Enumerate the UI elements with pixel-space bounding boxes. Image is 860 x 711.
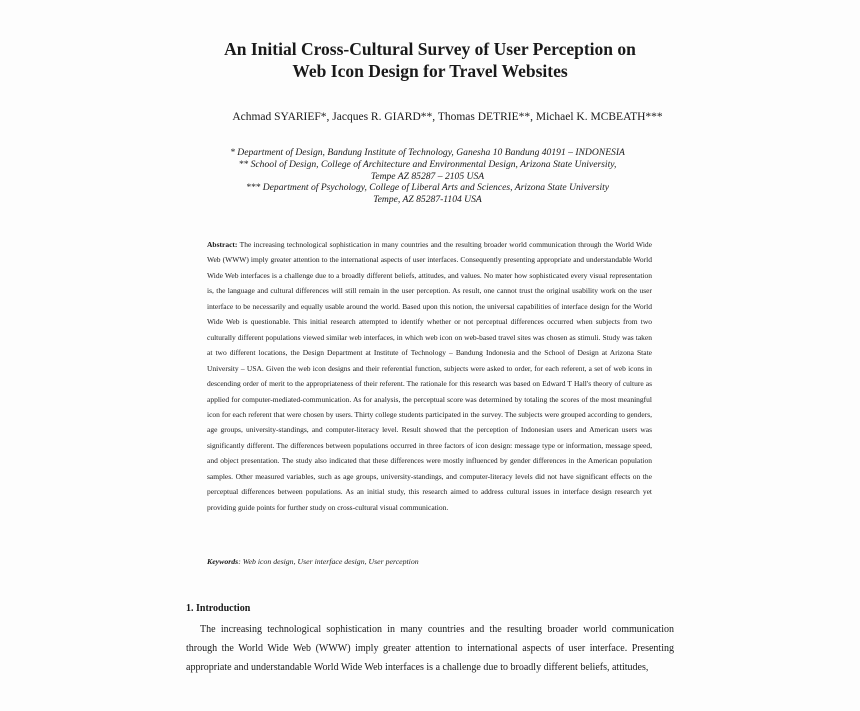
affiliation-line: Tempe, AZ 85287-1104 USA bbox=[373, 194, 482, 206]
introduction-paragraph: The increasing technological sophistication in many countries and the resulting broader world communication through the World Wide Web (WWW) imply greater attention to international aspects of user interface. Presenting appropriate and understandable World Wide Web interfaces is a challenge due to broadly different beliefs, attitudes, bbox=[186, 624, 674, 673]
affiliation-line: ** School of Design, College of Architecture and Environmental Design, Arizona State University, bbox=[238, 158, 617, 170]
abstract bbox=[207, 237, 652, 515]
affiliation-line: * Department of Design, Bandung Institute of Technology, Ganesha 10 Bandung 40191 – INDONESIA bbox=[230, 147, 625, 158]
abstract-label: Abstract: bbox=[207, 240, 238, 249]
affiliations bbox=[0, 147, 855, 206]
paper-title bbox=[0, 38, 860, 82]
keywords-list: : Web icon design, User interface design, User perception bbox=[238, 557, 419, 566]
affiliation-line: *** Department of Psychology, College of Liberal Arts and Sciences, Arizona State University bbox=[245, 182, 610, 194]
author-list: Achmad SYARIEF*, Jacques R. GIARD**, Thomas DETRIE**, Michael K. MCBEATH*** bbox=[232, 111, 663, 123]
abstract-body: The increasing technological sophistication in many countries and the resulting broader world communication through the World Wide Web (WWW) imply greater attention to the international aspects of user interfaces. Consequently presenting appropriate and understandable World Wide Web interfaces is a challenge due to a broadly different beliefs, attitudes, and values. No mater how sophisticated every visual representation is, the language and cultural differences will still remain in the user perception. As result, one cannot trust the original usability work on the user interface to be necessarily and equally usable around the world. Based upon this notion, the universal capabilities of interface design for the World Wide Web is questionable. This initial research attempted to identify whether or not perceptual differences occurred when subjects from two culturally different populations viewed similar web interfaces, in which web icon on web-based travel sites was chosen as stimuli. Study was taken at two different locations, the Design Department at Institute of Technology – Bandung Indonesia and the School of Design at Arizona State University – USA. Given the web icon designs and their referential function, subjects were asked to order, for each referent, a set of web icons in descending order of merit to the appropriateness of their referent. The rationale for this research was based on Edward T Hall's theory of culture as applied for computer-mediated-communication. As for analysis, the perceptual score was determined by totaling the scores of the most meaningful icon for each referent that were chosen by users. Thirty college students participated in the survey. The subjects were grouped according to genders, age groups, university-standings, and computer-literacy level. Result showed that the perception of Indonesian users and American users was significantly different. The differences between populations occurred in three factors of icon design: message type or information, message speed, and object presentation. The study also indicated that these differences were mostly influenced by gender differences in the American population samples. Other measured variables, such as age groups, university-standings, and computer-literacy levels did not have significant effects on the perceptual differences between populations. As an initial study, this research aimed to address cultural issues in interface design research yet providing guide points for further study on cross-cultural visual communication. bbox=[207, 240, 652, 512]
title-line: An Initial Cross-Cultural Survey of User Perception on bbox=[224, 39, 636, 59]
section-heading-introduction: 1. Introduction bbox=[186, 603, 251, 614]
keywords-label: Keywords bbox=[207, 557, 239, 566]
keywords bbox=[207, 557, 652, 566]
affiliation-line: Tempe AZ 85287 – 2105 USA bbox=[370, 170, 485, 182]
title-line: Web Icon Design for Travel Websites bbox=[292, 61, 568, 81]
